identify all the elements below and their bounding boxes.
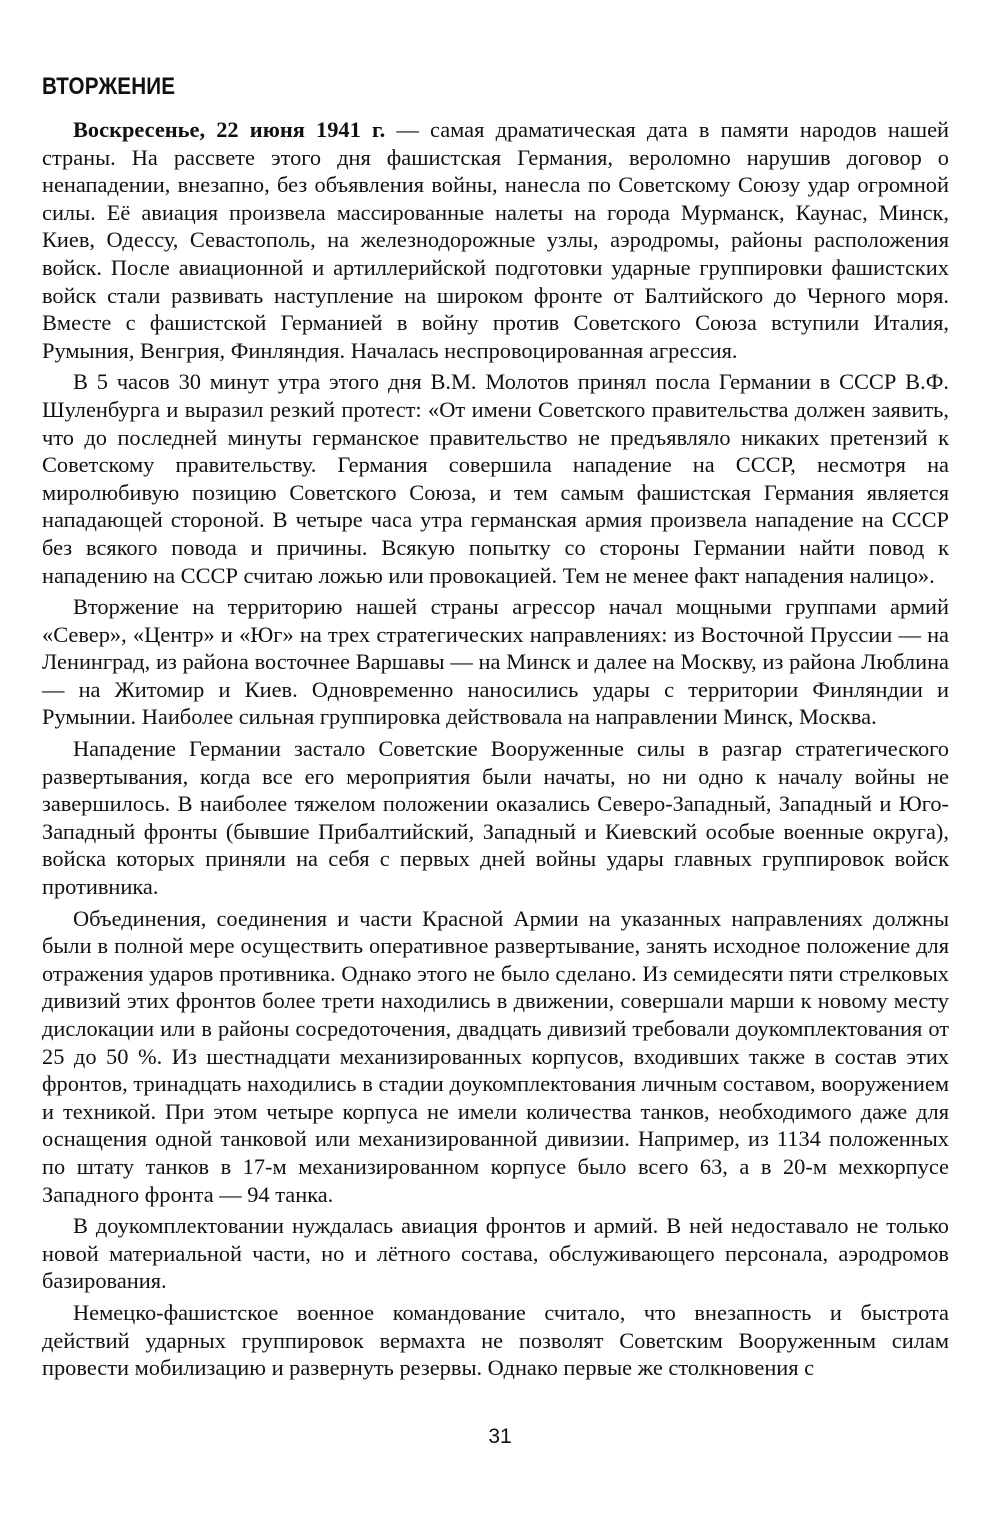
section-heading: ВТОРЖЕНИЕ bbox=[42, 73, 176, 100]
paragraph-1-text: — самая драматическая дата в памяти народов нашей страны. На рассвете этого дня фашистская Германия, вероломно нарушив договор о ненападении, внезапно, без объявления войны, нанесла по Советскому Союзу удар огромной силы. Её авиация произвела массированные налеты на города Мурманск, Каунас, Минск, Киев, Одессу, Севастополь, на железнодорожные узлы, аэродромы, районы расположения войск. После авиационной и артиллерийской подготовки ударные группировки фашистских войск стали развивать наступление на широком фронте от Балтийского до Черного моря. Вместе с фашистской Германией в войну против Советского Союза вступили Италия, Румыния, Венгрия, Финляндия. Началась неспровоцированная агрессия. bbox=[42, 117, 949, 363]
paragraph-5: Объединения, соединения и части Красной Армии на указанных направлениях должны были в полной мере осуществить оперативное развертывание, занять исходное положение для отражения ударов противника. Однако этого не было сделано. Из семидесяти пяти стрелковых дивизий этих фронтов более трети находились в движении, совершали марши к новому месту дислокации или в районы сосредоточения, двадцать дивизий требовали доукомплектования от 25 до 50 %. Из шестнадцати механизированных корпусов, входивших также в состав этих фронтов, тринадцать находились в стадии доукомплектования личным составом, вооружением и техникой. При этом четыре корпуса не имели количества танков, необходимого даже для оснащения одной танковой или механизированной дивизии. Например, из 1134 положенных по штату танков в 17-м механизированном корпусе было всего 63, а в 20-м мехкорпусе Западного фронта — 94 танка. bbox=[42, 905, 949, 1207]
page-content bbox=[42, 72, 949, 1386]
paragraph-2: В 5 часов 30 минут утра этого дня В.М. Молотов принял посла Германии в СССР В.Ф. Шуленбурга и выразил резкий протест: «От имени Советского правительства должен заявить, что до последней минуты германское правительство не предъявляло никаких претензий к Советскому правительству. Германия совершила нападение на СССР, несмотря на миролюбивую позицию Советского Союза, и тем самым фашистская Германия является нападающей стороной. В четыре часа утра германская армия произвела нападение на СССР без всякого повода и причины. Всякую попытку со стороны Германии найти повод к нападению на СССР считаю ложью или провокацией. Тем не менее факт нападения налицо». bbox=[42, 369, 949, 588]
paragraph-3: Вторжение на территорию нашей страны агрессор начал мощными группами армий «Север», «Центр» и «Юг» на трех стратегических направлениях: из Восточной Пруссии — на Ленинград, из района восточнее Варшавы — на Минск и далее на Москву, из района Люблина — на Житомир и Киев. Одновременно наносились удары с территории Финляндии и Румынии. Наиболее сильная группировка действовала на направлении Минск, Москва. bbox=[42, 594, 949, 730]
paragraph-6: В доукомплектовании нуждалась авиация фронтов и армий. В ней недоставало не только новой материальной части, но и лётного состава, обслуживающего персонала, аэродромов базирования. bbox=[42, 1213, 949, 1294]
paragraph-1-lead: Воскресенье, 22 июня 1941 г. bbox=[73, 117, 386, 142]
paragraph-1 bbox=[42, 116, 949, 364]
paragraph-4: Нападение Германии застало Советские Вооруженные силы в разгар стратегического развертывания, когда все его мероприятия были начаты, но ни одно к началу войны не завершилось. В наиболее тяжелом положении оказались Северо-Западный, Западный и Юго-Западный фронты (бывшие Прибалтийский, Западный и Киевский особые военные округа), войска которых приняли на себя с первых дней войны удары главных группировок войск противника. bbox=[42, 736, 949, 900]
paragraph-7: Немецко-фашистское военное командование считало, что внезапность и быстрота действий ударных группировок вермахта не позволят Советским Вооруженным силам провести мобилизацию и развернуть резервы. Однако первые же столкновения с bbox=[42, 1299, 949, 1381]
page-number: 31 bbox=[488, 1425, 512, 1448]
